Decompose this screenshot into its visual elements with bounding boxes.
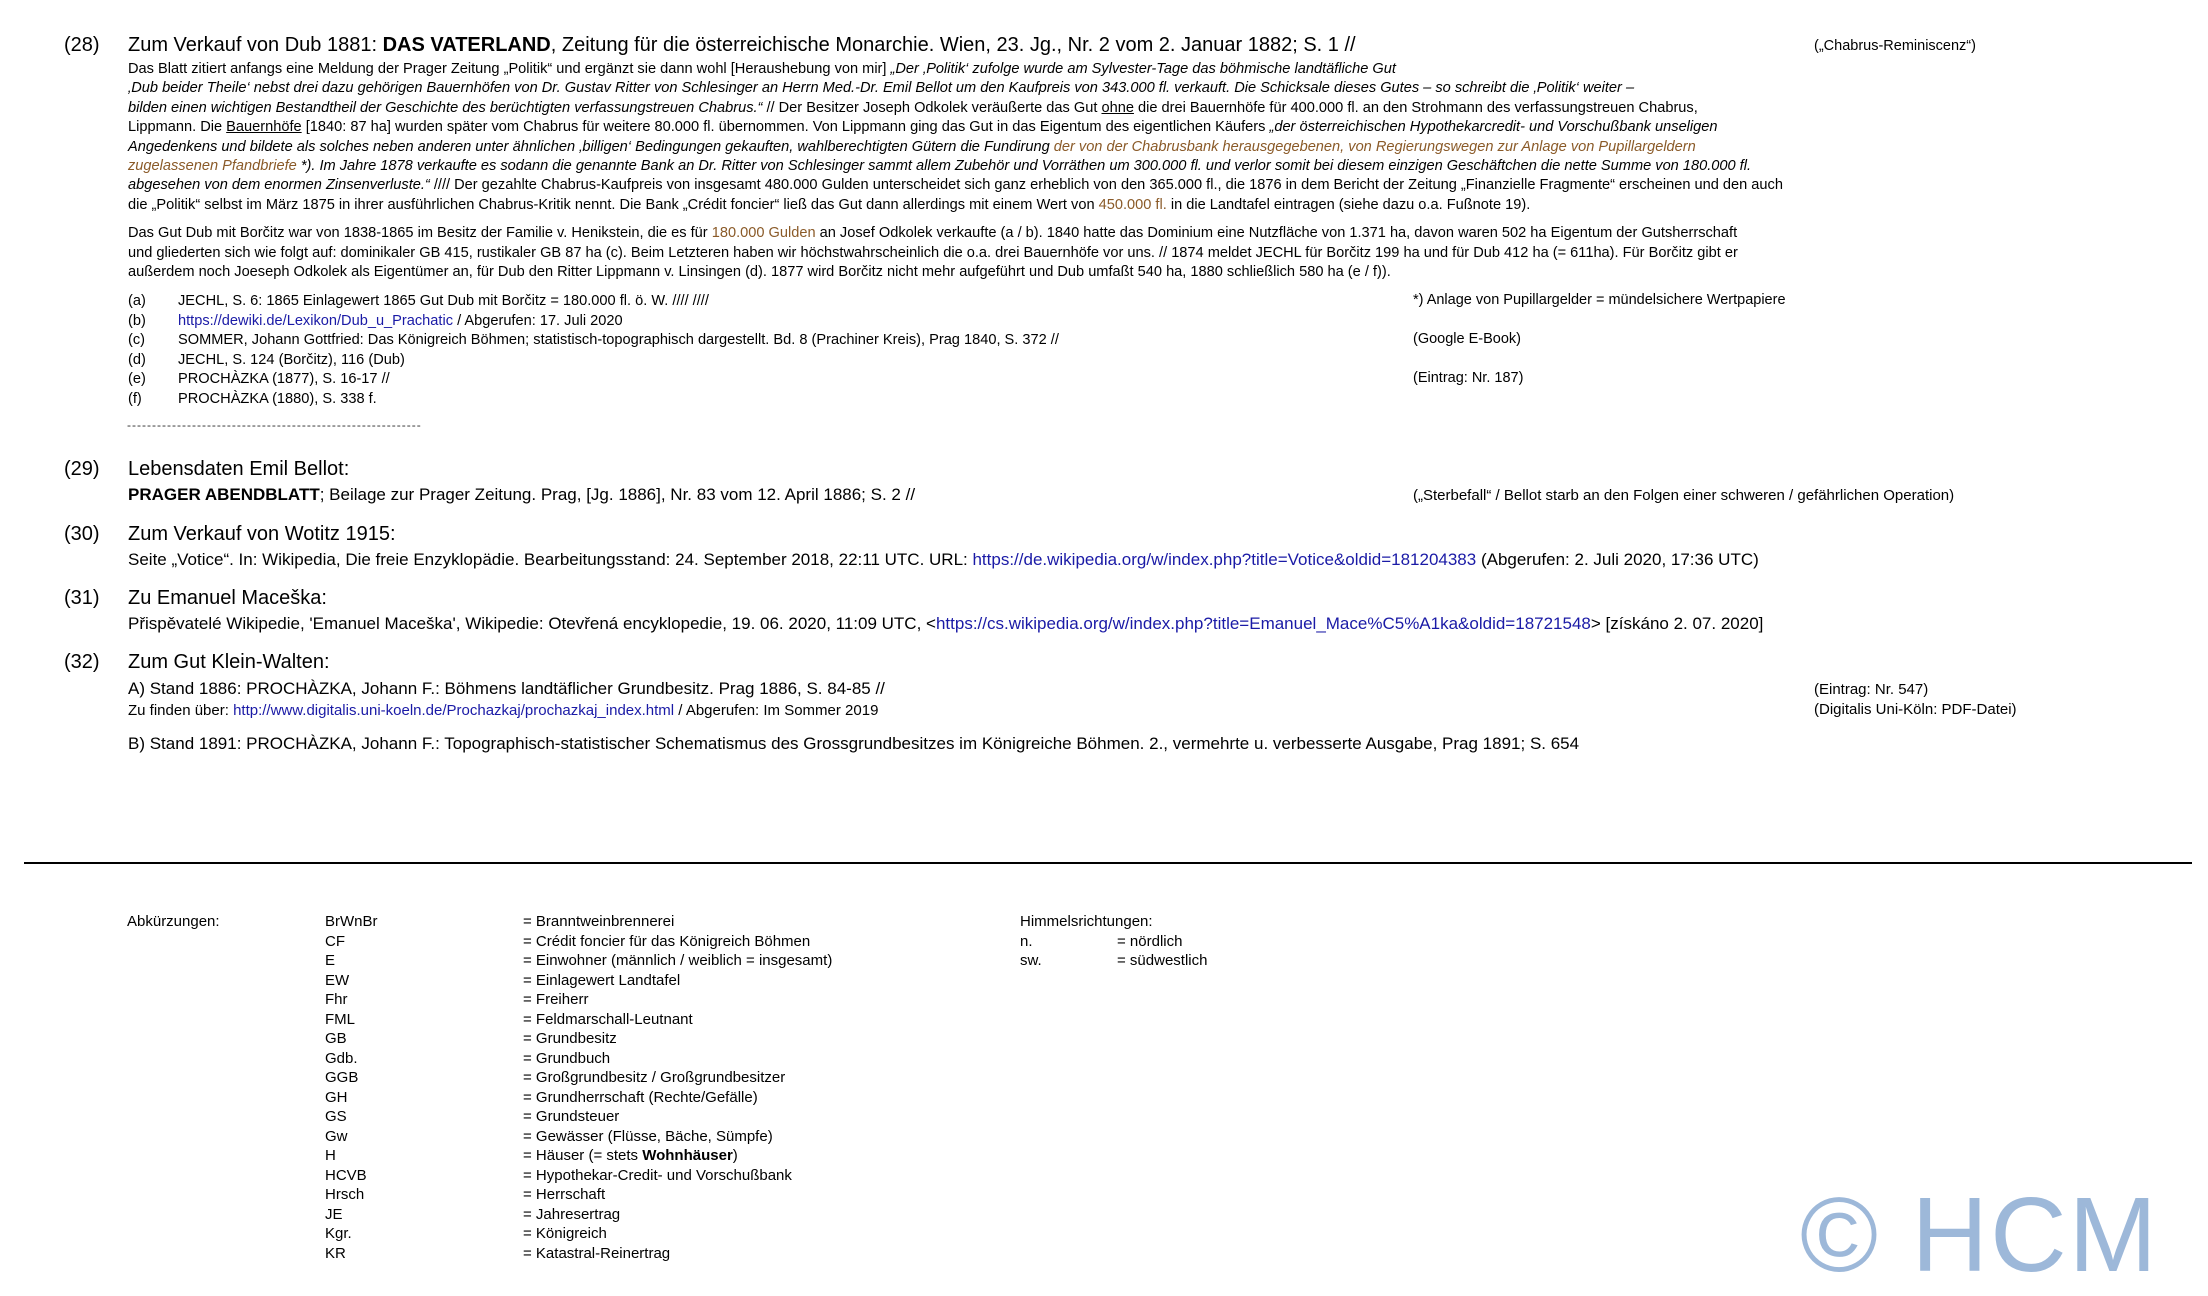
entry-number: (32) [64, 651, 100, 673]
abbreviation-key: E [325, 952, 336, 969]
reference-key: (f) [128, 390, 142, 407]
entry-number: (31) [64, 587, 100, 609]
reference-key: (e) [128, 371, 146, 387]
text-span: die drei Bauernhöfe für 400.000 fl. an den Strohmann des verfassungstreuen Chabrus, [1133, 99, 1698, 116]
source-text: Seite „Votice“. In: Wikipedia, Die freie Enzyklopädie. Bearbeitungsstand: 24. September 2018, 22:11 UTC. URL: [128, 550, 973, 569]
text-span: // Der Besitzer Joseph Odkolek veräußerte das Gut [762, 99, 1102, 116]
text-line [128, 196, 2068, 215]
reference-item [128, 390, 1059, 410]
entry-note-right: (Digitalis Uni-Köln: PDF-Datei) [1814, 701, 2017, 718]
source-text: Zu finden über: [128, 702, 234, 719]
entry-paragraph-1 [128, 60, 2068, 282]
source-text: ; Beilage zur Prager Zeitung. Prag, [Jg. 1886], Nr. 83 vom 12. April 1886; S. 2 // [319, 485, 916, 504]
reference-item [128, 331, 1059, 351]
abbreviation-value: = Katastral-Reinertrag [523, 1244, 671, 1262]
abbreviations-label: Abkürzungen: [127, 913, 220, 930]
reference-key: (c) [128, 332, 146, 348]
text-span: in die Landtafel eintragen (siehe dazu o.a. Fußnote 19). [1166, 196, 1531, 213]
highlight-span: zugelassenen Pfandbriefe [128, 158, 301, 175]
source-text: (Abgerufen: 2. Juli 2020, 17:36 UTC) [1476, 550, 1759, 569]
abbreviation-value: = Herrschaft [523, 1186, 606, 1203]
directions-values [1117, 932, 1207, 971]
entry-number: (30) [64, 523, 100, 545]
text-span: Lippmann. Die [128, 119, 227, 136]
directions-label: Himmelsrichtungen: [1020, 913, 1153, 930]
reference-item [128, 292, 1059, 312]
abbreviation-key: Gw [325, 1127, 348, 1145]
reference-key: (d) [128, 351, 146, 368]
entry-subline [128, 701, 2068, 721]
abbreviation-value: = Feldmarschall-Leutnant [523, 1010, 693, 1028]
section-divider [24, 862, 2192, 864]
reference-text: JECHL, S. 6: 1865 Einlagewert 1865 Gut Dub mit Borčitz = 180.000 fl. ö. W. //// //// [178, 293, 709, 309]
text-line: außerdem noch Joeseph Odkolek als Eigentümer an, für Dub den Ritter Lippmann v. Linsingen (d). 1877 wird Borčitz nicht mehr aufgeführt und Dub umfaßt 540 ha, 1880 schließlich 580 ha (e / f)). [128, 264, 1391, 281]
abbreviation-value: = Königreich [523, 1225, 607, 1242]
text-span: Das Gut Dub mit Borčitz war von 1838-1865 im Besitz der Familie v. Henikstein, die es für [128, 225, 712, 242]
abbreviation-key: GH [325, 1088, 348, 1106]
entry-number: (29) [64, 458, 100, 480]
underlined-span: Bauernhöfe [226, 119, 302, 136]
direction-value: = nördlich [1117, 932, 1183, 950]
abbreviation-value: = Grundbuch [523, 1049, 611, 1067]
abbreviation-key: H [325, 1147, 336, 1164]
highlight-span: 450.000 fl. [1098, 196, 1167, 213]
quote-span: Angedenkens und bildete als solches neben anderen unter ähnlichen ‚billigen‘ Bedingungen gekauften, wahlberechtigten Gütern die Fundirung [128, 138, 1054, 155]
reference-text: SOMMER, Johann Gottfried: Das Königreich Böhmen; statistisch-topographisch dargestellt. Bd. 8 (Prachiner Kreis), Prag 1840, S. 372 // [178, 332, 1059, 348]
text-line [128, 60, 2068, 79]
abbreviation-value: = Jahresertrag [523, 1205, 621, 1223]
direction-key: sw. [1020, 952, 1042, 969]
quote-span: abgesehen von dem enormen Zinsenverluste.“ [128, 177, 430, 194]
entry-number: (28) [64, 34, 100, 56]
entry-note-right: (Eintrag: Nr. 547) [1814, 681, 1929, 698]
abbreviation-key: Hrsch [325, 1186, 365, 1203]
abbreviation-value: = Großgrundbesitz / Großgrundbesitzer [523, 1069, 786, 1086]
highlight-span: 180.000 Gulden [711, 225, 816, 242]
text-span: die „Politik“ selbst im März 1875 in ihrer ausführlichen Chabrus-Kritik nennt. Die Bank „Crédit foncier“ ließ das Gut dann allerdings mit einem Wert von [128, 196, 1099, 213]
abbreviation-value: = Einlagewert Landtafel [523, 971, 681, 989]
copyright-watermark: © HCM [1800, 1176, 2159, 1294]
abbreviation-key: KR [325, 1244, 346, 1262]
abbreviation-value: = Gewässer (Flüsse, Bäche, Sümpfe) [523, 1127, 773, 1145]
source-link[interactable]: http://www.digitalis.uni-koeln.de/Prochazkaj/prochazkaj_index.html [233, 702, 675, 719]
abbreviation-key: GS [325, 1108, 347, 1125]
entry-note-right: („Chabrus-Reminiscenz“) [1814, 38, 1976, 54]
abbreviation-value: = Grundherrschaft (Rechte/Gefälle) [523, 1088, 758, 1106]
reference-text: JECHL, S. 124 (Borčitz), 116 (Dub) [178, 351, 405, 368]
entry-heading: Lebensdaten Emil Bellot: [128, 458, 350, 480]
reference-text: PROCHÀZKA (1880), S. 338 f. [178, 390, 377, 407]
source-note: (Google E-Book) [1413, 331, 1521, 347]
text-line [128, 118, 2068, 137]
abbreviation-value-text: ) [732, 1147, 738, 1164]
source-text: > [získáno 2. 07. 2020] [1590, 614, 1764, 633]
text-span: Das Blatt zitiert anfangs eine Meldung der Prager Zeitung „Politik“ und ergänzt sie dann wohl [Heraushebung von mir] [128, 61, 891, 77]
reference-item [128, 370, 1059, 390]
abbreviation-key: JE [325, 1205, 343, 1223]
text-line: ‚Dub beider Theile‘ nebst drei dazu gehörigen Bauernhöfen von Dr. Gustav Ritter von Schlesinger an Herrn Med.-Dr. Emil Bellot um den Kaufpreis von 343.000 fl. verkauft. Die Schicksale dieses Gutes – so schreibt die ‚Politik‘ weiter – [128, 80, 1635, 97]
footnote-text: *) Anlage von Pupillargelder = mündelsichere Wertpapiere [1413, 292, 1786, 308]
abbreviation-value: = Grundbesitz [523, 1030, 617, 1047]
quote-span: bilden einen wichtigen Bestandtheil der Geschichte des berüchtigten verfassungstreuen Chabrus.“ [128, 99, 763, 116]
source-text: Přispěvatelé Wikipedie, 'Emanuel Maceška', Wikipedie: Otevřená encyklopedie, 19. 06. 2020, 11:09 UTC, < [128, 614, 936, 633]
entry-line [128, 550, 2068, 570]
reference-key: (b) [128, 312, 146, 329]
entry-heading: Zum Gut Klein-Walten: [128, 651, 330, 673]
reference-item [128, 351, 1059, 371]
text-line [128, 224, 2068, 243]
underlined-span: ohne [1101, 99, 1134, 116]
text-line [128, 157, 2068, 176]
source-link[interactable]: https://cs.wikipedia.org/w/index.php?title=Emanuel_Mace%C5%A1ka&oldid=18721548 [935, 614, 1591, 633]
abbreviation-value: = Grundsteuer [523, 1108, 620, 1125]
text-span: an Josef Odkolek verkaufte (a / b). 1840 hatte das Dominium eine Nutzfläche von 1.371 ha, davon waren 502 ha Eigentum der Gutsherrschaft [815, 225, 1738, 242]
text-span: //// Der gezahlte Chabrus-Kaufpreis von insgesamt 480.000 Gulden unterscheidet sich ganz erheblich von den 365.000 fl., die 1876 in dem Bericht der Zeitung „Finanzielle Fragmente“ erscheinen und den auch [429, 177, 1783, 194]
heading-bold: DAS VATERLAND [382, 34, 551, 56]
abbreviation-key: Kgr. [325, 1225, 352, 1242]
direction-key: n. [1020, 932, 1033, 950]
abbreviation-value: = Branntweinbrennerei [523, 913, 675, 930]
text-line [128, 138, 2068, 157]
abbreviation-value-text: = Häuser (= stets [523, 1147, 643, 1164]
abbreviation-value: = Einwohner (männlich / weiblich = insgesamt) [523, 952, 833, 969]
abbreviation-value: = Crédit foncier für das Königreich Böhmen [523, 932, 811, 950]
abbreviations-values [523, 912, 832, 1263]
abbreviation-value-bold: Wohnhäuser [642, 1147, 733, 1164]
entry-heading: Zu Emanuel Maceška: [128, 587, 327, 609]
entry-line: B) Stand 1891: PROCHÀZKA, Johann F.: Topographisch-statistischer Schematismus des Grossgrundbesitzes im Königreiche Böhmen. 2., vermehrte u. verbesserte Ausgabe, Prag 1891; S. 654 [128, 734, 1580, 753]
text-span: [1840: 87 ha] wurden später vom Chabrus für weitere 80.000 fl. übernommen. Von Lippmann ging das Gut in das Eigentum des eigentlichen Käufers [301, 119, 1270, 136]
quote-span: „Der ‚Politik‘ zufolge wurde am Sylvester-Tage das böhmische landtäfliche Gut [890, 61, 1396, 77]
heading-text: Zum Verkauf von Dub 1881: [128, 34, 383, 56]
abbreviation-key: GB [325, 1030, 347, 1047]
source-link[interactable]: https://de.wikipedia.org/w/index.php?title=Votice&oldid=181204383 [972, 550, 1477, 569]
entry-heading: Zum Verkauf von Wotitz 1915: [128, 523, 396, 545]
reference-item [128, 312, 1059, 332]
quote-span: *). Im Jahre 1878 verkaufte es sodann die genannte Bank an Dr. Ritter von Schlesinger sammt allem Zubehör und Vorräthen um 300.000 fl. und verlor somit bei diesem einzigen Geschäftchen die nette Summe von 180.000 fl. [300, 158, 1752, 175]
abbreviation-key: Fhr [325, 991, 348, 1008]
heading-text-rest: , Zeitung für die österreichische Monarchie. Wien, 23. Jg., Nr. 2 vom 2. Januar 1882; S. 1 // [550, 34, 1356, 56]
text-line: und gliederten sich wie folgt auf: dominikaler GB 415, rustikaler GB 87 ha (c). Beim Letzteren haben wir höchstwahrscheinlich die o.a. drei Bauernhöfe vor uns. // 1874 meldet JECHL für Borčitz 199 ha und für Dub 412 ha (= 611ha). Für Borčitz gibt er [128, 244, 1738, 261]
abbreviation-key: CF [325, 932, 345, 950]
entry-note-right: („Sterbefall“ / Bellot starb an den Folgen einer schweren / gefährlichen Operation) [1413, 487, 1955, 504]
text-line [128, 176, 2068, 195]
quote-span: „der österreichischen Hypothekarcredit- und Vorschußbank unseligen [1269, 119, 1718, 136]
separator-dashes: ----------------------------------------------------------- [127, 418, 422, 432]
abbreviation-value: = Hypothekar-Credit- und Vorschußbank [523, 1166, 792, 1184]
abbreviation-key: FML [325, 1010, 355, 1028]
reference-link[interactable]: https://dewiki.de/Lexikon/Dub_u_Prachatic [178, 312, 454, 329]
abbreviation-value [523, 1146, 832, 1166]
entry-line: A) Stand 1886: PROCHÀZKA, Johann F.: Böhmens landtäflicher Grundbesitz. Prag 1886, S. 84-85 // [128, 679, 885, 698]
reference-text: PROCHÀZKA (1877), S. 16-17 // [178, 371, 390, 387]
text-line [128, 99, 2068, 118]
abbreviation-key: GGB [325, 1069, 359, 1086]
entry-note: (Eintrag: Nr. 187) [1413, 370, 1524, 386]
direction-value: = südwestlich [1117, 952, 1208, 969]
abbreviation-key: EW [325, 971, 350, 989]
reference-text: / Abgerufen: 17. Juli 2020 [453, 312, 623, 329]
abbreviation-key: Gdb. [325, 1049, 358, 1067]
abbreviation-value: = Freiherr [523, 991, 589, 1008]
abbreviation-key: BrWnBr [325, 913, 378, 930]
reference-list [128, 292, 1059, 409]
directions-keys [1020, 932, 1042, 971]
entry-line [128, 614, 2068, 634]
source-title: PRAGER ABENDBLATT [128, 485, 320, 504]
source-text: / Abgerufen: Im Sommer 2019 [674, 702, 879, 719]
abbreviations-keys [325, 912, 378, 1263]
highlight-span: der von der Chabrusbank herausgegebenen, von Regierungswegen zur Anlage von Pupillargeldern [1053, 138, 1696, 155]
reference-key: (a) [128, 293, 146, 309]
entry-heading [128, 34, 1356, 57]
abbreviation-key: HCVB [325, 1166, 367, 1184]
